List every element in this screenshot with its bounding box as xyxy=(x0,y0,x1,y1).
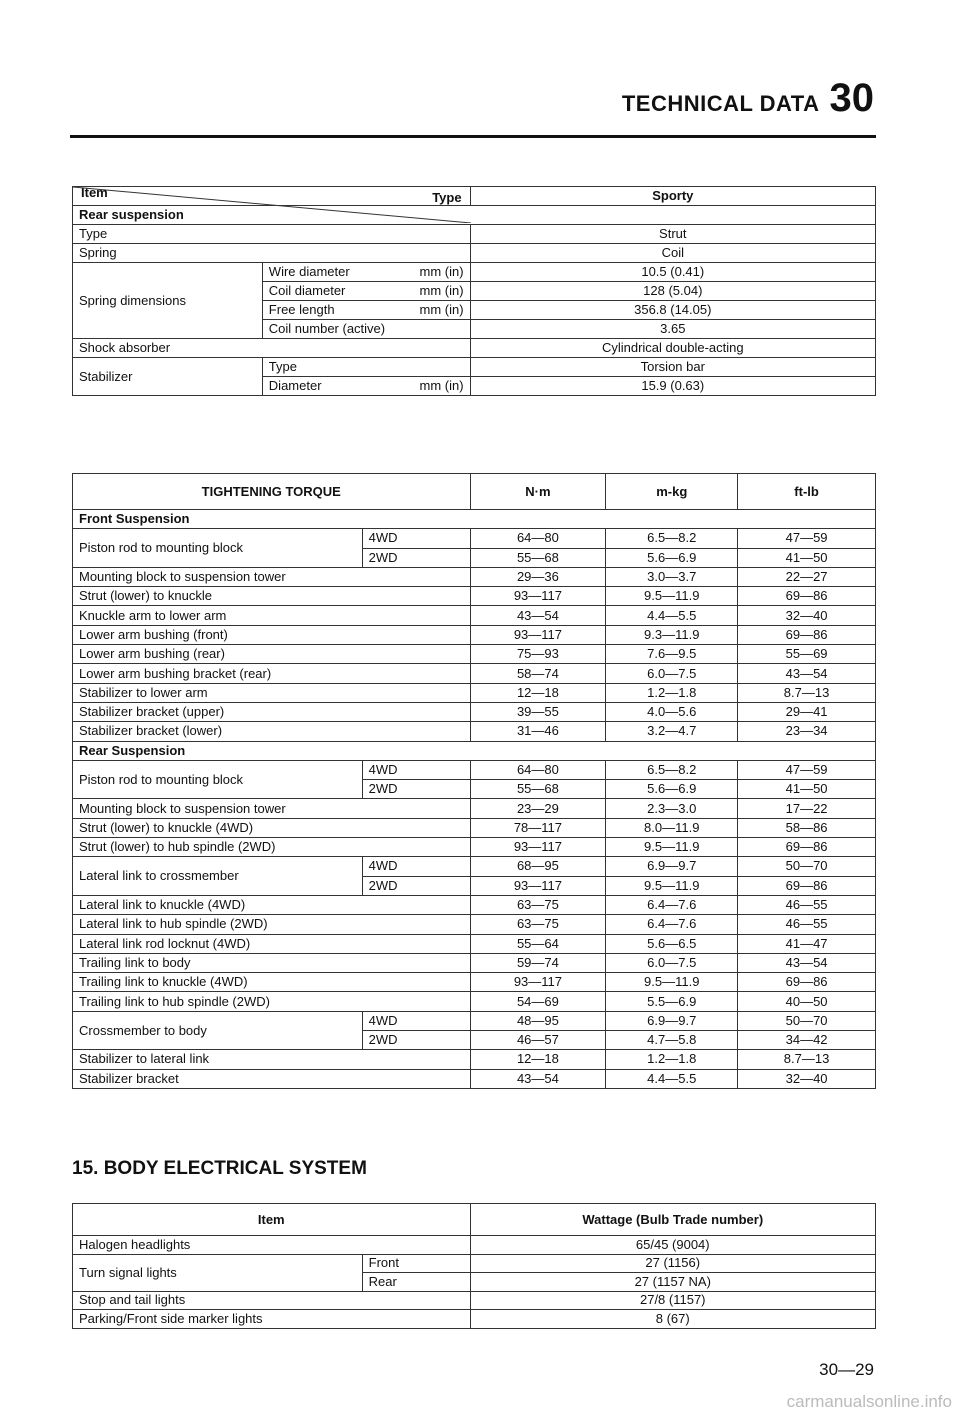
torque-title: TIGHTENING TORQUE xyxy=(73,474,471,510)
bulb-wattage: 8 (67) xyxy=(470,1310,875,1329)
torque-value-mkg: 8.0—11.9 xyxy=(606,818,738,837)
torque-value-mkg: 6.9—9.7 xyxy=(606,857,738,876)
header-title: TECHNICAL DATA xyxy=(621,91,820,116)
torque-value-mkg: 6.0—7.5 xyxy=(606,664,738,683)
torque-item-label: Knuckle arm to lower arm xyxy=(73,606,471,625)
watermark: carmanualsonline.info xyxy=(786,1392,952,1411)
bulb-wattage: 27 (1157 NA) xyxy=(470,1273,875,1292)
torque-variant: 4WD xyxy=(362,760,470,779)
row-value: 128 (5.04) xyxy=(470,282,875,301)
torque-item-label: Crossmember to body xyxy=(73,1011,363,1050)
table-row xyxy=(73,606,876,625)
section-heading: 15. BODY ELECTRICAL SYSTEM xyxy=(72,1158,367,1179)
torque-value-nm: 12—18 xyxy=(470,683,606,702)
table-row xyxy=(73,529,876,548)
torque-value-mkg: 3.2—4.7 xyxy=(606,722,738,741)
row-label: Spring xyxy=(73,244,471,263)
torque-variant: 4WD xyxy=(362,529,470,548)
bulb-variant: Front xyxy=(362,1254,470,1273)
torque-value-mkg: 9.5—11.9 xyxy=(606,587,738,606)
torque-value-nm: 58—74 xyxy=(470,664,606,683)
torque-value-mkg: 5.6—6.5 xyxy=(606,934,738,953)
page-header xyxy=(622,76,874,121)
item-header: Item xyxy=(81,185,108,200)
torque-value-mkg: 2.3—3.0 xyxy=(606,799,738,818)
torque-item-label: Mounting block to suspension tower xyxy=(73,567,471,586)
torque-item-label: Lateral link to hub spindle (2WD) xyxy=(73,915,471,934)
torque-item-label: Stabilizer bracket xyxy=(73,1069,471,1088)
torque-value-ftlb: 46—55 xyxy=(738,915,876,934)
torque-value-ftlb: 41—50 xyxy=(738,548,876,567)
table-row xyxy=(73,1291,876,1310)
torque-value-mkg: 6.4—7.6 xyxy=(606,895,738,914)
torque-item-label: Strut (lower) to knuckle xyxy=(73,587,471,606)
torque-item-label: Mounting block to suspension tower xyxy=(73,799,471,818)
nm-header: N·m xyxy=(470,474,606,510)
mkg-header: m-kg xyxy=(606,474,738,510)
table-row xyxy=(73,567,876,586)
torque-value-nm: 54—69 xyxy=(470,992,606,1011)
torque-variant: 2WD xyxy=(362,548,470,567)
sub-label: Type xyxy=(262,358,470,377)
torque-value-ftlb: 69—86 xyxy=(738,973,876,992)
torque-value-mkg: 7.6—9.5 xyxy=(606,645,738,664)
row-value: 3.65 xyxy=(470,320,875,339)
torque-item-label: Stabilizer bracket (lower) xyxy=(73,722,471,741)
table-row xyxy=(73,587,876,606)
torque-value-nm: 39—55 xyxy=(470,702,606,721)
torque-item-label: Piston rod to mounting block xyxy=(73,529,363,568)
row-value: Cylindrical double-acting xyxy=(470,339,875,358)
table-row xyxy=(73,857,876,876)
row-value: 10.5 (0.41) xyxy=(470,263,875,282)
bulb-item-label: Halogen headlights xyxy=(73,1236,471,1255)
torque-value-ftlb: 32—40 xyxy=(738,606,876,625)
torque-value-mkg: 4.0—5.6 xyxy=(606,702,738,721)
table-row xyxy=(73,973,876,992)
torque-value-ftlb: 22—27 xyxy=(738,567,876,586)
torque-variant: 2WD xyxy=(362,876,470,895)
torque-variant: 2WD xyxy=(362,1031,470,1050)
sub-label: Coil number (active) xyxy=(262,320,470,339)
torque-value-mkg: 6.4—7.6 xyxy=(606,915,738,934)
table-row xyxy=(73,799,876,818)
table-row xyxy=(73,1069,876,1088)
torque-value-mkg: 5.5—6.9 xyxy=(606,992,738,1011)
bulb-wattage: 27/8 (1157) xyxy=(470,1291,875,1310)
torque-value-mkg: 4.4—5.5 xyxy=(606,606,738,625)
torque-value-nm: 55—64 xyxy=(470,934,606,953)
torque-value-mkg: 6.5—8.2 xyxy=(606,760,738,779)
torque-value-mkg: 4.4—5.5 xyxy=(606,1069,738,1088)
torque-value-nm: 63—75 xyxy=(470,915,606,934)
row-label: Stabilizer xyxy=(73,358,263,396)
torque-item-label: Trailing link to body xyxy=(73,953,471,972)
torque-value-nm: 12—18 xyxy=(470,1050,606,1069)
torque-value-ftlb: 55—69 xyxy=(738,645,876,664)
torque-variant: 4WD xyxy=(362,1011,470,1030)
torque-value-ftlb: 17—22 xyxy=(738,799,876,818)
torque-item-label: Piston rod to mounting block xyxy=(73,760,363,799)
torque-item-label: Lateral link to knuckle (4WD) xyxy=(73,895,471,914)
torque-value-mkg: 9.5—11.9 xyxy=(606,973,738,992)
torque-value-nm: 48—95 xyxy=(470,1011,606,1030)
torque-section-title: Rear Suspension xyxy=(73,741,876,760)
bulb-variant: Rear xyxy=(362,1273,470,1292)
torque-value-ftlb: 50—70 xyxy=(738,1011,876,1030)
type-header: Type xyxy=(432,190,462,205)
table-row xyxy=(73,934,876,953)
torque-value-mkg: 5.6—6.9 xyxy=(606,780,738,799)
torque-value-nm: 29—36 xyxy=(470,567,606,586)
table-row xyxy=(73,645,876,664)
torque-variant: 2WD xyxy=(362,780,470,799)
table-row xyxy=(73,915,876,934)
torque-value-ftlb: 43—54 xyxy=(738,664,876,683)
torque-value-ftlb: 23—34 xyxy=(738,722,876,741)
sub-label: Diameter mm (in) xyxy=(262,377,470,396)
torque-value-mkg: 1.2—1.8 xyxy=(606,683,738,702)
sub-label: Wire diameter mm (in) xyxy=(262,263,470,282)
torque-value-ftlb: 47—59 xyxy=(738,760,876,779)
torque-value-nm: 43—54 xyxy=(470,1069,606,1088)
torque-table xyxy=(72,473,876,1089)
torque-item-label: Strut (lower) to hub spindle (2WD) xyxy=(73,838,471,857)
row-value: Coil xyxy=(470,244,875,263)
sub-label: Free length mm (in) xyxy=(262,301,470,320)
torque-value-nm: 63—75 xyxy=(470,895,606,914)
torque-value-ftlb: 58—86 xyxy=(738,818,876,837)
torque-value-nm: 46—57 xyxy=(470,1031,606,1050)
table-row xyxy=(73,760,876,779)
row-value: 15.9 (0.63) xyxy=(470,377,875,396)
torque-value-ftlb: 46—55 xyxy=(738,895,876,914)
torque-item-label: Stabilizer to lateral link xyxy=(73,1050,471,1069)
torque-value-ftlb: 8.7—13 xyxy=(738,683,876,702)
torque-value-ftlb: 29—41 xyxy=(738,702,876,721)
table-row xyxy=(73,1236,876,1255)
torque-item-label: Lateral link to crossmember xyxy=(73,857,363,896)
wattage-header: Wattage (Bulb Trade number) xyxy=(470,1204,875,1236)
table-row xyxy=(73,992,876,1011)
section-rear-suspension: Rear suspension xyxy=(73,206,876,225)
torque-value-mkg: 6.9—9.7 xyxy=(606,1011,738,1030)
row-value: 356.8 (14.05) xyxy=(470,301,875,320)
torque-value-ftlb: 69—86 xyxy=(738,587,876,606)
header-rule xyxy=(70,135,876,138)
diagonal-line xyxy=(73,187,471,223)
torque-item-label: Lower arm bushing bracket (rear) xyxy=(73,664,471,683)
table-row xyxy=(73,953,876,972)
sub-label: Coil diameter mm (in) xyxy=(262,282,470,301)
table-row xyxy=(73,818,876,837)
torque-item-label: Trailing link to knuckle (4WD) xyxy=(73,973,471,992)
torque-item-label: Lower arm bushing (rear) xyxy=(73,645,471,664)
spec-header-cell xyxy=(73,187,471,206)
bulb-item-label: Parking/Front side marker lights xyxy=(73,1310,471,1329)
torque-value-ftlb: 69—86 xyxy=(738,876,876,895)
table-row xyxy=(73,702,876,721)
table-row xyxy=(73,1310,876,1329)
torque-value-ftlb: 69—86 xyxy=(738,838,876,857)
bulb-item-label: Turn signal lights xyxy=(73,1254,363,1291)
torque-value-nm: 31—46 xyxy=(470,722,606,741)
torque-value-nm: 78—117 xyxy=(470,818,606,837)
page-number: 30—29 xyxy=(819,1360,874,1379)
torque-value-nm: 59—74 xyxy=(470,953,606,972)
torque-value-ftlb: 32—40 xyxy=(738,1069,876,1088)
torque-value-nm: 64—80 xyxy=(470,760,606,779)
table-row xyxy=(73,1254,876,1273)
table-row xyxy=(73,722,876,741)
bulb-wattage: 65/45 (9004) xyxy=(470,1236,875,1255)
torque-value-nm: 23—29 xyxy=(470,799,606,818)
bulb-item-label: Stop and tail lights xyxy=(73,1291,471,1310)
torque-value-ftlb: 50—70 xyxy=(738,857,876,876)
torque-value-mkg: 6.0—7.5 xyxy=(606,953,738,972)
torque-value-mkg: 6.5—8.2 xyxy=(606,529,738,548)
chapter-number: 30 xyxy=(829,76,874,120)
torque-item-label: Trailing link to hub spindle (2WD) xyxy=(73,992,471,1011)
torque-value-ftlb: 43—54 xyxy=(738,953,876,972)
torque-value-nm: 55—68 xyxy=(470,780,606,799)
bulb-wattage: 27 (1156) xyxy=(470,1254,875,1273)
row-label: Shock absorber xyxy=(73,339,471,358)
torque-item-label: Strut (lower) to knuckle (4WD) xyxy=(73,818,471,837)
torque-item-label: Lower arm bushing (front) xyxy=(73,625,471,644)
row-value: Strut xyxy=(470,225,875,244)
table-row xyxy=(73,664,876,683)
bulb-table xyxy=(72,1203,876,1329)
torque-value-mkg: 1.2—1.8 xyxy=(606,1050,738,1069)
table-row xyxy=(73,838,876,857)
torque-value-mkg: 9.3—11.9 xyxy=(606,625,738,644)
row-label: Type xyxy=(73,225,471,244)
torque-value-mkg: 5.6—6.9 xyxy=(606,548,738,567)
torque-value-ftlb: 69—86 xyxy=(738,625,876,644)
torque-value-ftlb: 41—47 xyxy=(738,934,876,953)
row-label: Spring dimensions xyxy=(73,263,263,339)
table-row xyxy=(73,1050,876,1069)
torque-value-nm: 93—117 xyxy=(470,587,606,606)
torque-item-label: Stabilizer to lower arm xyxy=(73,683,471,702)
torque-value-nm: 93—117 xyxy=(470,876,606,895)
table-row xyxy=(73,683,876,702)
torque-value-nm: 75—93 xyxy=(470,645,606,664)
table-row xyxy=(73,625,876,644)
torque-value-nm: 93—117 xyxy=(470,838,606,857)
torque-section-title: Front Suspension xyxy=(73,510,876,529)
torque-value-ftlb: 41—50 xyxy=(738,780,876,799)
torque-value-mkg: 9.5—11.9 xyxy=(606,838,738,857)
row-value: Torsion bar xyxy=(470,358,875,377)
ftlb-header: ft-lb xyxy=(738,474,876,510)
table-row xyxy=(73,1011,876,1030)
torque-item-label: Lateral link rod locknut (4WD) xyxy=(73,934,471,953)
torque-value-nm: 43—54 xyxy=(470,606,606,625)
torque-value-ftlb: 40—50 xyxy=(738,992,876,1011)
torque-value-mkg: 9.5—11.9 xyxy=(606,876,738,895)
torque-value-nm: 64—80 xyxy=(470,529,606,548)
torque-item-label: Stabilizer bracket (upper) xyxy=(73,702,471,721)
torque-value-mkg: 3.0—3.7 xyxy=(606,567,738,586)
torque-value-ftlb: 8.7—13 xyxy=(738,1050,876,1069)
table-row xyxy=(73,895,876,914)
torque-value-mkg: 4.7—5.8 xyxy=(606,1031,738,1050)
torque-value-ftlb: 47—59 xyxy=(738,529,876,548)
sporty-header: Sporty xyxy=(470,187,875,206)
torque-value-ftlb: 34—42 xyxy=(738,1031,876,1050)
torque-value-nm: 68—95 xyxy=(470,857,606,876)
torque-value-nm: 93—117 xyxy=(470,973,606,992)
torque-variant: 4WD xyxy=(362,857,470,876)
torque-value-nm: 93—117 xyxy=(470,625,606,644)
torque-value-nm: 55—68 xyxy=(470,548,606,567)
bulb-item-header: Item xyxy=(73,1204,471,1236)
spec-table xyxy=(72,186,876,396)
